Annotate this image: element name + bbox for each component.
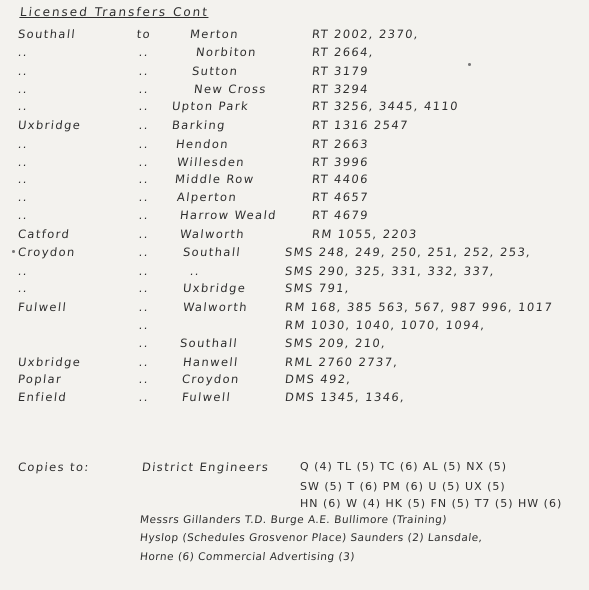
transfer-to: Harrow Weald bbox=[179, 208, 278, 222]
ink-mark bbox=[12, 250, 15, 253]
transfer-to: Hendon bbox=[175, 137, 230, 151]
recipients-line: Messrs Gillanders T.D. Burge A.E. Bullimore (Training) bbox=[139, 514, 448, 526]
transfer-from: .. bbox=[17, 45, 29, 59]
transfer-fleet-numbers: RT 2663 bbox=[311, 137, 370, 151]
copies-lead: District Engineers bbox=[141, 460, 271, 474]
transfer-to: Sutton bbox=[191, 64, 240, 78]
transfer-from: .. bbox=[17, 155, 29, 169]
transfer-via: .. bbox=[138, 355, 150, 369]
transfer-fleet-numbers: RT 3996 bbox=[311, 155, 370, 169]
transfer-from: Enfield bbox=[17, 390, 68, 404]
transfer-fleet-numbers: RT 1316 2547 bbox=[311, 118, 410, 132]
transfer-via: .. bbox=[138, 172, 150, 186]
transfer-via: .. bbox=[138, 281, 150, 295]
transfer-fleet-numbers: DMS 492, bbox=[284, 372, 353, 386]
transfer-from: .. bbox=[17, 208, 29, 222]
recipients-line: Hyslop (Schedules Grosvenor Place) Saunders (2) Lansdale, bbox=[139, 532, 484, 544]
transfer-from: Catford bbox=[17, 227, 72, 241]
transfer-from: Southall bbox=[17, 27, 77, 41]
transfer-via: .. bbox=[138, 155, 150, 169]
transfer-fleet-numbers: RT 3256, 3445, 4110 bbox=[311, 99, 460, 113]
transfer-via: .. bbox=[138, 318, 150, 332]
transfer-fleet-numbers: RT 3179 bbox=[311, 64, 370, 78]
transfer-fleet-numbers: DMS 1345, 1346, bbox=[284, 390, 406, 404]
transfer-via: .. bbox=[138, 99, 150, 113]
transfer-to: Croydon bbox=[181, 372, 241, 386]
transfer-fleet-numbers: SMS 248, 249, 250, 251, 252, 253, bbox=[284, 245, 533, 259]
transfer-via: .. bbox=[138, 264, 150, 278]
transfer-from: Uxbridge bbox=[17, 355, 83, 369]
transfer-to: Walworth bbox=[179, 227, 246, 241]
transfer-via: .. bbox=[138, 118, 150, 132]
transfer-to: Barking bbox=[171, 118, 227, 132]
recipients-line: Horne (6) Commercial Advertising (3) bbox=[139, 551, 356, 563]
page-title: Licensed Transfers Cont bbox=[19, 5, 210, 19]
transfer-to: Hanwell bbox=[182, 355, 240, 369]
transfer-from: .. bbox=[17, 264, 29, 278]
transfer-via: .. bbox=[138, 372, 150, 386]
transfer-from: .. bbox=[17, 64, 29, 78]
transfer-via: .. bbox=[138, 208, 150, 222]
transfer-fleet-numbers: RT 4406 bbox=[311, 172, 370, 186]
transfer-to: Fulwell bbox=[181, 390, 232, 404]
transfer-via: .. bbox=[138, 137, 150, 151]
transfer-via: .. bbox=[138, 336, 150, 350]
transfer-from: Poplar bbox=[17, 372, 63, 386]
transfer-from: .. bbox=[17, 99, 29, 113]
transfer-fleet-numbers: RT 4679 bbox=[311, 208, 370, 222]
transfer-to: Middle Row bbox=[174, 172, 256, 186]
transfer-to: Willesden bbox=[176, 155, 246, 169]
transfer-to: Southall bbox=[179, 336, 239, 350]
ink-mark bbox=[468, 63, 471, 66]
transfer-via: .. bbox=[138, 190, 150, 204]
transfer-from: Uxbridge bbox=[17, 118, 83, 132]
transfer-to: Merton bbox=[189, 27, 240, 41]
transfer-from: Fulwell bbox=[17, 300, 68, 314]
copies-heading: Copies to: bbox=[17, 460, 91, 474]
transfer-to: Southall bbox=[182, 245, 242, 259]
transfer-fleet-numbers: RT 2664, bbox=[311, 45, 375, 59]
transfer-via: .. bbox=[138, 390, 150, 404]
transfer-to: Walworth bbox=[182, 300, 249, 314]
transfer-via: to bbox=[136, 27, 152, 41]
transfer-from: .. bbox=[17, 172, 29, 186]
transfer-to: Alperton bbox=[176, 190, 238, 204]
transfer-to: Uxbridge bbox=[182, 281, 248, 295]
engineers-line: HN (6) W (4) HK (5) FN (5) T7 (5) HW (6) bbox=[300, 497, 563, 510]
transfer-to: New Cross bbox=[193, 82, 268, 96]
transfer-fleet-numbers: RML 2760 2737, bbox=[284, 355, 400, 369]
transfer-via: .. bbox=[138, 245, 150, 259]
engineers-line: SW (5) T (6) PM (6) U (5) UX (5) bbox=[300, 480, 506, 493]
transfer-via: .. bbox=[138, 300, 150, 314]
transfer-from: .. bbox=[17, 190, 29, 204]
transfer-fleet-numbers: SMS 290, 325, 331, 332, 337, bbox=[284, 264, 496, 278]
transfer-to: .. bbox=[189, 264, 201, 278]
transfer-via: .. bbox=[138, 45, 150, 59]
transfer-from: .. bbox=[17, 82, 29, 96]
transfer-fleet-numbers: RM 168, 385 563, 567, 987 996, 1017 bbox=[284, 300, 554, 314]
engineers-line: Q (4) TL (5) TC (6) AL (5) NX (5) bbox=[300, 460, 508, 473]
transfer-fleet-numbers: RM 1030, 1040, 1070, 1094, bbox=[284, 318, 487, 332]
transfer-fleet-numbers: RT 3294 bbox=[311, 82, 370, 96]
transfer-from: .. bbox=[17, 137, 29, 151]
transfer-fleet-numbers: SMS 209, 210, bbox=[284, 336, 387, 350]
transfer-from: Croydon bbox=[17, 245, 77, 259]
transfer-via: .. bbox=[138, 227, 150, 241]
transfer-fleet-numbers: SMS 791, bbox=[284, 281, 351, 295]
transfer-via: .. bbox=[138, 82, 150, 96]
transfer-via: .. bbox=[138, 64, 150, 78]
transfer-to: Upton Park bbox=[171, 99, 250, 113]
transfer-fleet-numbers: RM 1055, 2203 bbox=[311, 227, 419, 241]
transfer-fleet-numbers: RT 4657 bbox=[311, 190, 370, 204]
transfer-fleet-numbers: RT 2002, 2370, bbox=[311, 27, 420, 41]
transfer-from: .. bbox=[17, 281, 29, 295]
transfer-to: Norbiton bbox=[195, 45, 258, 59]
